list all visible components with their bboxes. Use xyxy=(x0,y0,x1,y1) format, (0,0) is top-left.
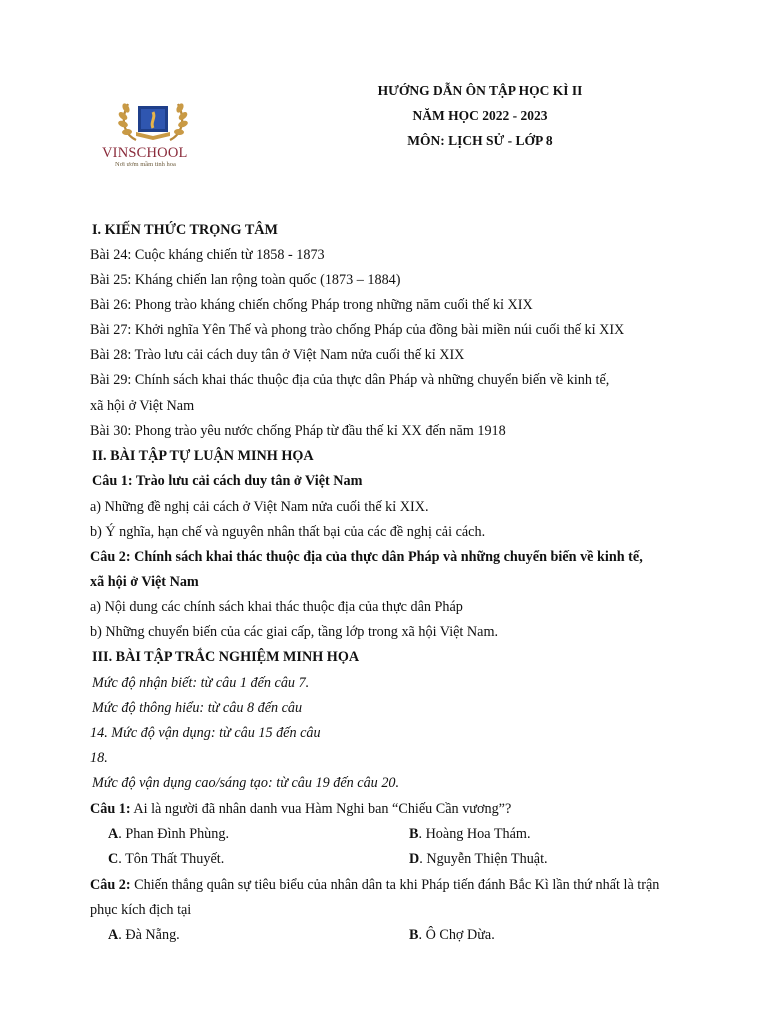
essay-q1-part-a: a) Những đề nghị cải cách ở Việt Nam nửa cuối thế kỉ XIX. xyxy=(90,499,429,515)
option-letter: D xyxy=(409,851,420,867)
option-letter: A xyxy=(108,927,119,943)
school-year: NĂM HỌC 2022 - 2023 xyxy=(412,108,548,123)
book-icon xyxy=(136,106,170,140)
question-label: Câu 1: xyxy=(90,801,131,817)
essay-q1-part-b: b) Ý nghĩa, hạn chế và nguyên nhân thất bại của các đề nghị cải cách. xyxy=(90,524,486,540)
section-3-title: III. BÀI TẬP TRẮC NGHIỆM MINH HỌA xyxy=(92,649,360,665)
mcq-option-b xyxy=(409,825,531,843)
lesson-item: Bài 29: Chính sách khai thác thuộc địa của thực dân Pháp và những chuyển biến về kinh tế, xyxy=(90,372,610,388)
essay-q2-part-a: a) Nội dung các chính sách khai thác thuộc địa của thực dân Pháp xyxy=(90,599,463,615)
difficulty-level: Mức độ thông hiểu: từ câu 8 đến câu xyxy=(92,700,303,716)
option-letter: C xyxy=(108,851,119,867)
lesson-item: Bài 24: Cuộc kháng chiến từ 1858 - 1873 xyxy=(90,247,325,263)
lesson-item: Bài 26: Phong trào kháng chiến chống Pháp trong những năm cuối thế kỉ XIX xyxy=(90,297,533,313)
subject-line: MÔN: LỊCH SỬ - LỚP 8 xyxy=(407,133,553,148)
lesson-item: Bài 27: Khởi nghĩa Yên Thế và phong trào chống Pháp của đồng bài miền núi cuối thế kỉ XIX xyxy=(90,322,625,338)
option-text: . Phan Đình Phùng. xyxy=(118,826,229,842)
option-text: . Đà Nẵng. xyxy=(118,927,180,943)
essay-question-1: Câu 1: Trào lưu cải cách duy tân ở Việt Nam xyxy=(92,473,363,489)
mcq-question-2 xyxy=(90,876,659,894)
essay-q2-part-b: b) Những chuyển biến của các giai cấp, tầng lớp trong xã hội Việt Nam. xyxy=(90,624,499,640)
mcq-question-2-cont: phục kích địch tại xyxy=(90,902,192,918)
lesson-item: Bài 28: Trào lưu cải cách duy tân ở Việt Nam nửa cuối thế kỉ XIX xyxy=(90,347,465,363)
lesson-item: Bài 30: Phong trào yêu nước chống Pháp từ đầu thế kỉ XX đến năm 1918 xyxy=(90,423,506,439)
option-text: . Nguyễn Thiện Thuật. xyxy=(419,851,548,867)
question-text: Ai là người đã nhân danh vua Hàm Nghi ban “Chiếu Cần vương”? xyxy=(130,801,512,817)
option-letter: B xyxy=(409,927,419,943)
lesson-item: Bài 25: Kháng chiến lan rộng toàn quốc (1873 – 1884) xyxy=(90,272,401,288)
option-text: . Hoàng Hoa Thám. xyxy=(418,826,531,842)
section-2-title: II. BÀI TẬP TỰ LUẬN MINH HỌA xyxy=(92,448,314,464)
question-text: Chiến thắng quân sự tiêu biểu của nhân dân ta khi Pháp tiến đánh Bắc Kì lần thứ nhất là trận xyxy=(130,877,660,893)
option-text: . Ô Chợ Dừa. xyxy=(418,927,495,943)
option-letter: A xyxy=(108,826,119,842)
mcq-option-a xyxy=(108,825,229,843)
logo-wordmark: VINSCHOOL xyxy=(102,145,188,161)
difficulty-level: Mức độ vận dụng cao/sáng tạo: từ câu 19 đến câu 20. xyxy=(92,775,400,791)
option-letter: B xyxy=(409,826,419,842)
doc-title: HƯỚNG DẪN ÔN TẬP HỌC KÌ II xyxy=(377,83,583,98)
difficulty-level: Mức độ nhận biết: từ câu 1 đến câu 7. xyxy=(92,675,310,691)
difficulty-level: 18. xyxy=(90,750,108,766)
option-text: . Tôn Thất Thuyết. xyxy=(118,851,225,867)
essay-question-2-cont: xã hội ở Việt Nam xyxy=(90,574,199,590)
mcq-option-a xyxy=(108,926,180,944)
mcq-option-b xyxy=(409,926,495,944)
essay-question-2: Câu 2: Chính sách khai thác thuộc địa của thực dân Pháp và những chuyển biến về kinh tế, xyxy=(90,549,643,565)
section-1-title: I. KIẾN THỨC TRỌNG TÂM xyxy=(92,222,278,238)
lesson-item-cont: xã hội ở Việt Nam xyxy=(90,398,195,414)
logo-tagline: Nơi ươm mầm tinh hoa xyxy=(115,161,176,168)
mcq-question-1 xyxy=(90,800,511,818)
question-label: Câu 2: xyxy=(90,877,131,893)
mcq-option-c xyxy=(108,850,224,868)
difficulty-level: 14. Mức độ vận dụng: từ câu 15 đến câu xyxy=(90,725,321,741)
mcq-option-d xyxy=(409,850,548,868)
